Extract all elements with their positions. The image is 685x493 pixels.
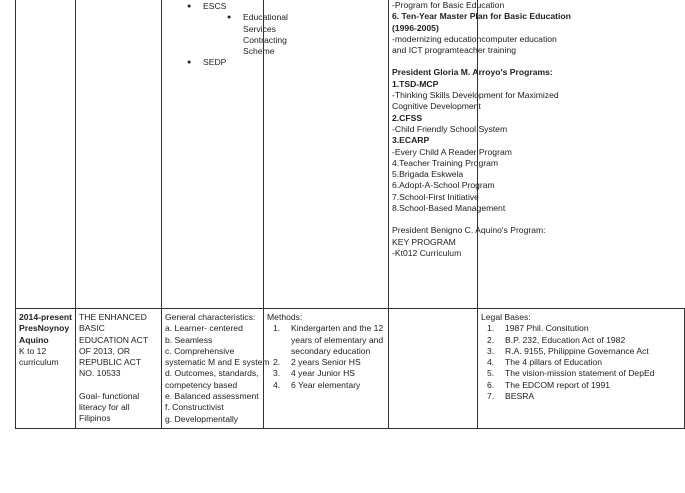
list-text: B.P. 232, Education Act of 1982 — [505, 334, 626, 345]
law-cell — [76, 0, 162, 309]
period-program: K to 12 — [19, 345, 47, 356]
list-item — [273, 357, 385, 368]
law-title-line: NO. 10533 — [79, 368, 121, 379]
program-line: 3.ECARP — [392, 135, 430, 146]
program-line: -Child Friendly School System — [392, 123, 508, 134]
list-number: 5. — [487, 368, 495, 379]
period-cell — [16, 309, 76, 429]
list-number: 1. — [273, 323, 281, 334]
list-item — [487, 335, 681, 346]
list-number: 3. — [487, 345, 495, 356]
methods-heading: Methods: — [267, 312, 303, 322]
list-text: R.A. 9155, Philippine Governance Act — [505, 345, 649, 356]
list-item — [273, 368, 385, 379]
program-line: -Program for Basic Education — [392, 0, 505, 10]
characteristics-cell — [162, 309, 270, 429]
arroyo-heading: President Gloria M. Arroyo's Programs: — [392, 67, 553, 78]
list-item — [487, 357, 681, 368]
goal-line: Goal- functional — [79, 390, 140, 401]
program-line: (1996-2005) — [392, 22, 439, 33]
period-president: PresNoynoy — [19, 323, 70, 334]
characteristic-line: a. Learner- centered — [165, 323, 243, 334]
list-item — [487, 391, 681, 402]
law-title-line: THE ENHANCED — [79, 312, 147, 322]
program-line: 5.Brigada Eskwela — [392, 169, 464, 180]
list-text: 6 Year elementary — [291, 379, 361, 390]
list-number: 3. — [273, 368, 281, 379]
law-cell — [76, 309, 162, 429]
list-item: ● Educational Services Contracting Scheme — [227, 12, 260, 57]
list-item — [487, 323, 681, 334]
list-item — [273, 380, 385, 391]
list-text: The EDCOM report of 1991 — [505, 379, 611, 390]
law-title — [79, 312, 158, 380]
program-line: 4.Teacher Training Program — [392, 157, 499, 168]
list-text: BESRA — [505, 391, 535, 402]
list-number: 2. — [487, 334, 495, 345]
law-title-line: EDUCATION ACT — [79, 334, 149, 345]
law-goal — [79, 391, 158, 425]
characteristic-line: c. Comprehensive — [165, 345, 235, 356]
list-number: 1. — [487, 323, 495, 334]
program-line: 2.CFSS — [392, 112, 423, 123]
list-text: 1987 Phil. Consitution — [505, 323, 589, 334]
law-title-line: BASIC — [79, 323, 105, 334]
list-text: The 4 pillars of Education — [505, 357, 602, 368]
list-text: Kindergarten and the 12 years of elementary and secondary education — [291, 323, 384, 356]
goal-line: literacy for all — [79, 402, 130, 413]
program-line: -Every Child A Reader Program — [392, 146, 512, 157]
methods-cell — [264, 0, 389, 309]
program-line: 6. Ten-Year Master Plan for Basic Education — [392, 11, 571, 22]
aquino-heading: President Benigno C. Aquino's Program: — [392, 225, 546, 236]
list-item: ● SEDP — [187, 57, 260, 68]
goal-line: Filipinos — [79, 413, 111, 424]
program-line: Cognitive Development — [392, 101, 481, 112]
program-line: 1.TSD-MCP — [392, 78, 439, 89]
list-number: 4. — [487, 357, 495, 368]
legal-bases-list — [481, 323, 681, 402]
characteristics-list — [165, 323, 270, 425]
list-text: 2 years Senior HS — [291, 357, 361, 368]
table-row — [16, 0, 685, 309]
list-number: 6. — [487, 379, 495, 390]
characteristic-line: f. Constructivist — [165, 402, 224, 413]
program-line: 7.School-First Initiative — [392, 191, 479, 202]
education-history-table — [15, 0, 685, 429]
characteristics-heading: General characteristics: — [165, 312, 256, 322]
program-line: and ICT programteacher training — [392, 45, 517, 56]
escs-label: ESCS — [203, 1, 227, 11]
table-row — [16, 309, 685, 429]
methods-list — [267, 323, 385, 391]
characteristic-line: systematic M and E system — [165, 357, 270, 368]
characteristic-line: competency based — [165, 379, 238, 390]
list-item — [487, 380, 681, 391]
period-president-name: Aquino — [19, 334, 49, 345]
arroyo-programs-list — [392, 78, 559, 215]
legal-programs-list — [392, 0, 571, 56]
aquino-curriculum: -Kt012 Curriculum — [392, 247, 462, 258]
characteristic-line: g. Developmentally — [165, 413, 239, 424]
list-number: 7. — [487, 391, 495, 402]
list-text: 4 year Junior HS — [291, 368, 356, 379]
list-item — [273, 323, 385, 357]
empty-cell — [389, 309, 478, 429]
period-cell — [16, 0, 76, 309]
characteristics-cell — [162, 0, 288, 309]
program-bullet-list — [165, 1, 288, 69]
law-title-line: OF 2013, OR — [79, 345, 131, 356]
period-years: 2014-present — [19, 312, 73, 322]
program-line: -Thinking Skills Development for Maximized — [392, 90, 559, 101]
program-line: 6.Adopt-A-School Program — [392, 180, 495, 191]
list-number: 4. — [273, 379, 281, 390]
period-curriculum: curriculum — [19, 357, 59, 368]
characteristic-line: e. Balanced assessment — [165, 391, 259, 402]
methods-cell — [264, 309, 389, 429]
aquino-key-program: KEY PROGRAM — [392, 236, 456, 247]
legal-bases-heading: Legal Bases: — [481, 312, 531, 322]
list-text: The vision-mission statement of DepEd — [505, 368, 655, 379]
law-title-line: REPUBLIC ACT — [79, 357, 142, 368]
program-line: 8.School-Based Management — [392, 203, 506, 214]
list-number: 2. — [273, 357, 281, 368]
list-item — [487, 368, 681, 379]
characteristic-line: b. Seamless — [165, 334, 213, 345]
legal-bases-cell — [478, 309, 685, 429]
list-item — [487, 346, 681, 357]
characteristic-line: d. Outcomes, standards, — [165, 368, 259, 379]
program-sub-list — [203, 12, 288, 57]
list-item — [187, 1, 288, 57]
program-line: -modernizing educationcomputer education — [392, 33, 557, 44]
legal-bases-cell — [389, 0, 571, 309]
